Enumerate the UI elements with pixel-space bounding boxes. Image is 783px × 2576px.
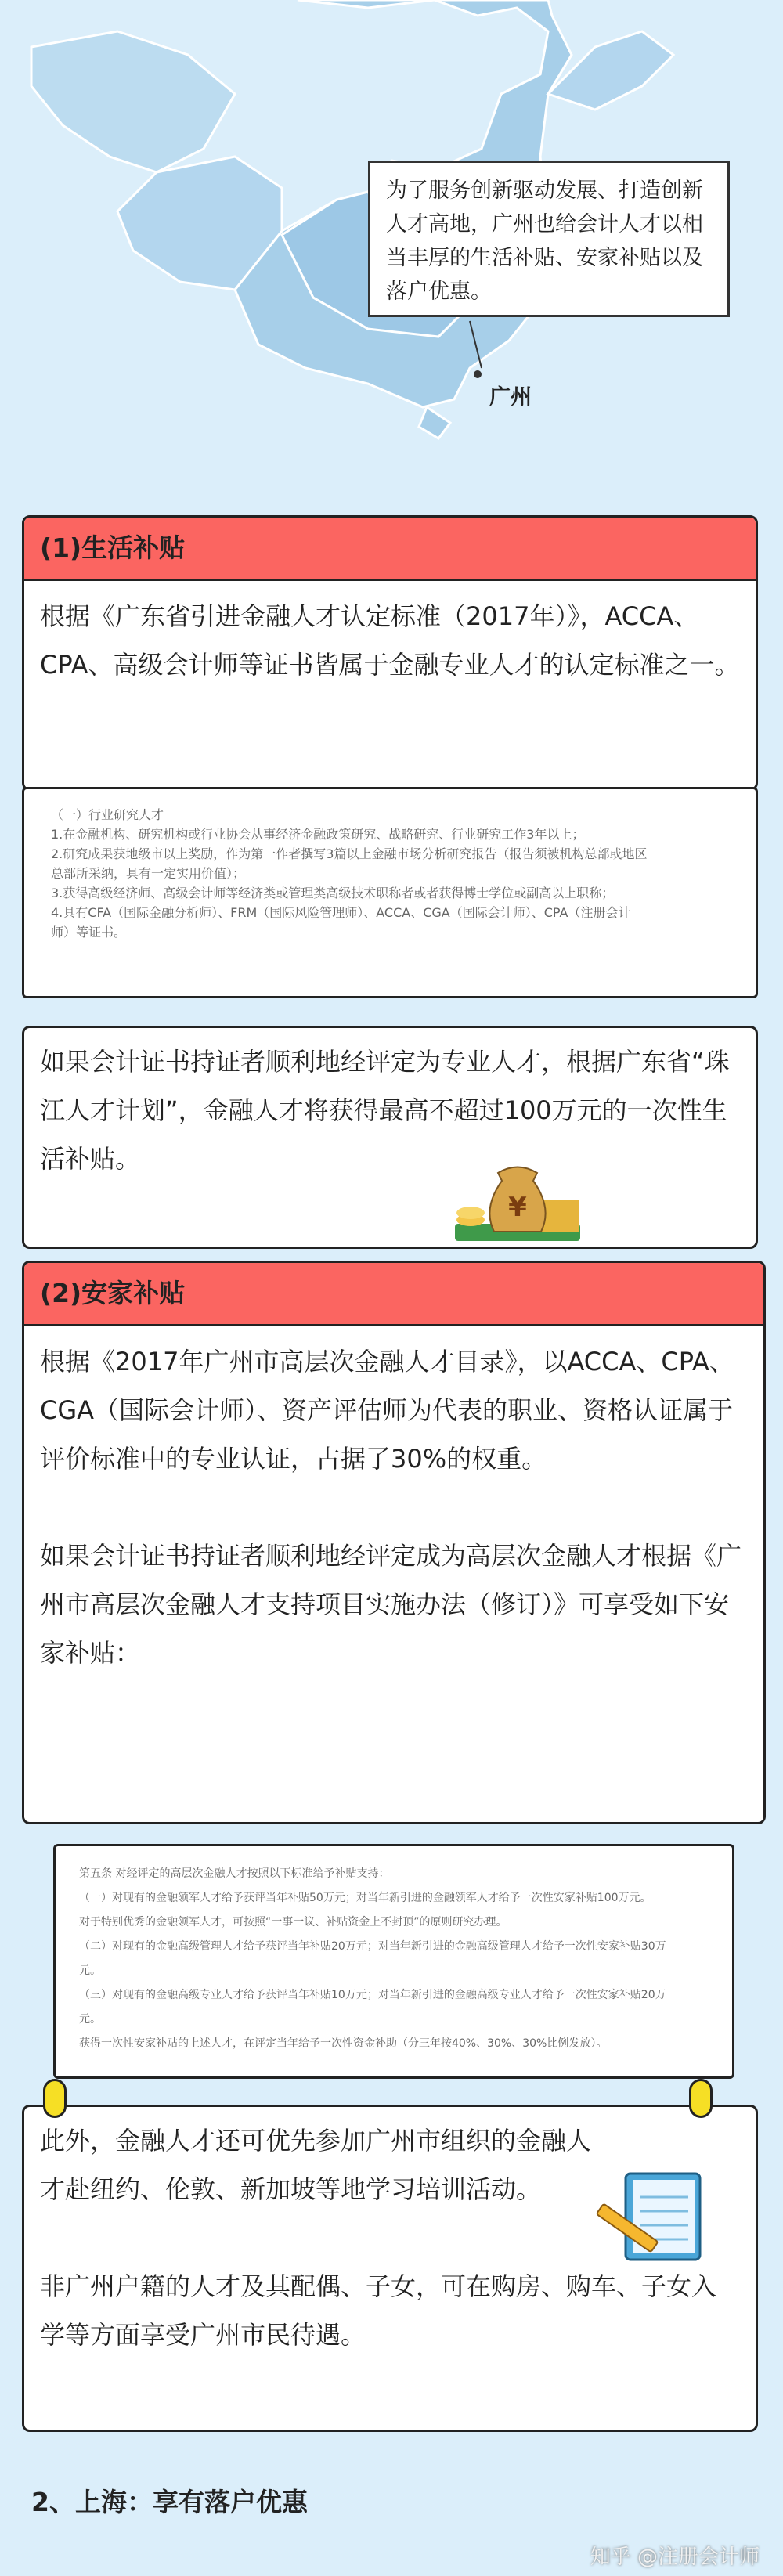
map-area: [0, 0, 783, 470]
housing-subsidy-paragraph-2: 如果会计证书持证者顺利地经评定成为高层次金融人才根据《广州市高层次金融人才支持项目实施办法（修订）》可享受如下安家补贴：: [40, 1541, 742, 1668]
excerpt-line: 第五条 对经评定的高层次金融人才按照以下标准给予补贴支持：: [79, 1867, 390, 1880]
money-bag-icon: [451, 1153, 584, 1247]
map-callout: 为了服务创新驱动发展、打造创新人才高地，广州也给会计人才以相当丰厚的生活补贴、安家补贴以及落户优惠。: [368, 161, 730, 317]
watermark: 知乎 @注册会计师: [590, 2545, 760, 2569]
excerpt-line: 获得一次性安家补贴的上述人才，在评定当年给予一次性资金补助（分三年按40%、30%、30%比例发放）。: [79, 2037, 608, 2050]
living-bonus-section: [22, 1026, 758, 1249]
notebook-pencil-icon: [594, 2166, 712, 2268]
yuan-symbol: ¥: [508, 1192, 527, 1223]
binder-pin-right: [689, 2079, 713, 2118]
standard-excerpt-image: [22, 787, 758, 998]
excerpt-line: 1.在金融机构、研究机构或行业协会从事经济金融政策研究、战略研究、行业研究工作3年以上；: [51, 827, 585, 842]
excerpt-line: （一）对现有的金融领军人才给予获评当年补贴50万元；对当年新引进的金融领军人才给予一次性安家补贴100万元。: [79, 1892, 651, 1904]
housing-subsidy-paragraph-1: 根据《2017年广州市高层次金融人才目录》，以ACCA、CPA、CGA（国际会计师）、资产评估师为代表的职业、资格认证属于评价标准中的专业认证，占据了30%的权重。: [40, 1347, 734, 1474]
excerpt-line: （一）行业研究人才: [51, 807, 164, 822]
benefits-paragraph-2: 非广州户籍的人才及其配偶、子女，可在购房、购车、子女入学等方面享受广州市民待遇。: [40, 2271, 717, 2350]
living-subsidy-section: [22, 515, 758, 791]
excerpt-line: 对于特别优秀的金融领军人才，可按照“一事一议、补贴资金上不封顶”的原则研究办理。: [79, 1916, 507, 1928]
excerpt-line: 3.获得高级经济师、高级会计师等经济类或管理类高级技术职称者或者获得博士学位或副高以上职称；: [51, 886, 615, 900]
binder-pin-left: [43, 2079, 67, 2118]
section-heading-shanghai: 2、上海：享有落户优惠: [31, 2487, 308, 2517]
living-subsidy-paragraph: 根据《广东省引进金融人才认定标准（2017年）》，ACCA、CPA、高级会计师等证书皆属于金融专业人才的认定标准之一。: [40, 601, 740, 680]
excerpt-line: 元。: [79, 1964, 101, 1977]
benefits-paragraph-1: 此外，金融人才还可优先参加广州市组织的金融人才赴纽约、伦敦、新加坡等地学习培训活动。: [40, 2126, 592, 2204]
section-title: (1)生活补贴: [24, 518, 756, 581]
excerpt-line: 师）等证书。: [51, 925, 127, 940]
city-label: 广州: [489, 385, 532, 409]
benefits-section: [22, 2105, 758, 2432]
regulation-excerpt-image: [53, 1844, 734, 2079]
housing-subsidy-section: [22, 1261, 766, 1824]
excerpt-line: 4.具有CFA（国际金融分析师）、FRM（国际风险管理师）、ACCA、CGA（国际会计师）、CPA（注册会计: [51, 905, 631, 920]
excerpt-line: 总部所采纳，具有一定实用价值）；: [51, 866, 246, 881]
excerpt-line: 元。: [79, 2013, 101, 2026]
excerpt-line: （三）对现有的金融高级专业人才给予获评当年补贴10万元；对当年新引进的金融高级专业人才给予一次性安家补贴20万: [79, 1989, 666, 2001]
excerpt-line: （二）对现有的金融高级管理人才给予获评当年补贴20万元；对当年新引进的金融高级管理人才给予一次性安家补贴30万: [79, 1940, 666, 1953]
excerpt-line: 2.研究成果获地级市以上奖励，作为第一作者撰写3篇以上金融市场分析研究报告（报告须被机构总部或地区: [51, 846, 648, 861]
section-title: (2)安家补贴: [24, 1263, 763, 1326]
living-bonus-paragraph: 如果会计证书持证者顺利地经评定为专业人才，根据广东省“珠江人才计划”，金融人才将获得最高不超过100万元的一次性生活补贴。: [40, 1047, 730, 1174]
